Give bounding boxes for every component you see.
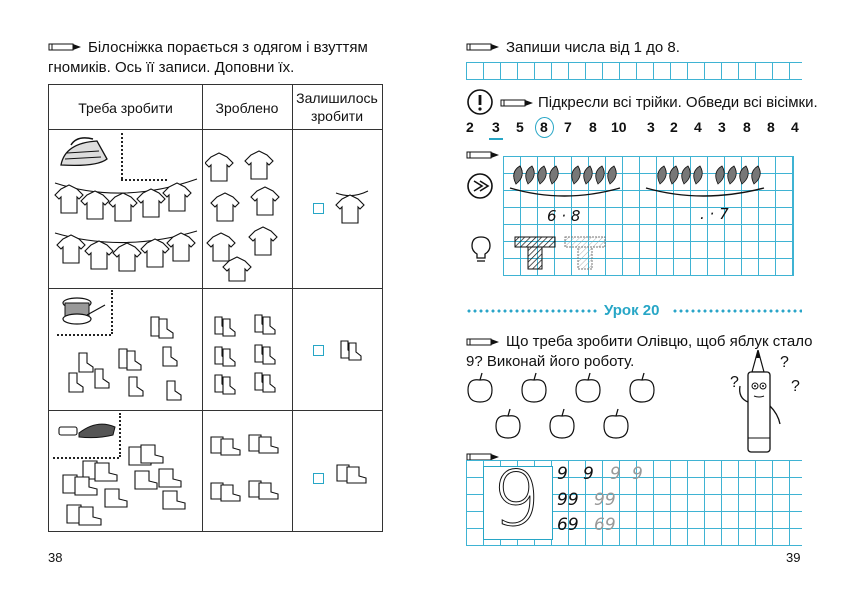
apples-illustration [464,372,664,444]
boots-pile-illustration [55,439,199,529]
exclamation-icon [466,88,494,116]
practice-digit: 9 [557,464,568,484]
pencil-icon [500,98,534,108]
grouping-icon [466,172,494,200]
col-header-done: Зроблено [215,100,279,116]
practice-number: 69 [557,515,579,535]
pencil-icon [48,42,82,52]
digit[interactable]: 7 [564,119,572,135]
digit-circled[interactable]: 8 [540,119,548,135]
question-mark: ? [780,354,789,371]
task-text-line2: гномиків. Ось її записи. Доповни їх. [48,59,295,76]
boot-icon [333,461,371,491]
task-text-line1: Білосніжка порається з одягом і взуттям [88,39,368,56]
page-number-right: 39 [786,550,801,565]
task3-line2: 9? Виконай його роботу. [466,353,635,370]
practice-number-trace: 69 [594,515,616,535]
task1-text: Запиши числа від 1 до 8. [506,39,680,56]
clean-boots-illustration [207,431,287,511]
laundry-shirts-illustration [53,175,199,285]
task3-line1: Що треба зробити Олівцю, щоб яблук стало [506,333,813,350]
col-header-remaining-2: зробити [310,108,364,124]
answer-box-shirts[interactable] [313,203,324,214]
question-mark: ? [791,378,800,395]
lesson-title: Урок 20 [604,302,660,319]
writing-grid-1 [466,62,802,80]
chores-table [48,84,383,532]
page-number-left: 38 [48,550,63,565]
leaves-group-illustration [508,164,778,208]
t-shape-outline [564,236,606,270]
answer-box-boots[interactable] [313,473,324,484]
practice-number-trace: 99 [594,490,616,510]
pencil-icon [466,42,500,52]
socks-pile-illustration [59,311,199,407]
expression-1: 6 · 8 [547,207,581,225]
question-mark: ? [730,374,739,391]
digit[interactable]: 10 [611,119,627,135]
underline-mark [489,138,503,140]
sock-icon [337,339,367,363]
lesson-divider-left [466,308,598,314]
digit[interactable]: 8 [589,119,597,135]
digit-underlined[interactable]: 3 [492,119,500,135]
lesson-divider-right [672,308,802,314]
answer-box-socks[interactable] [313,345,324,356]
digit[interactable]: 3 [718,119,726,135]
digit[interactable]: 5 [516,119,524,135]
practice-digit-trace: 9 [610,464,621,484]
circle-mark [535,117,554,138]
task2-text: Підкресли всі трійки. Обведи всі вісімки. [538,94,818,111]
lightbulb-icon [470,235,492,265]
digit[interactable]: 4 [791,119,799,135]
big-digit: 9 [492,454,541,543]
pencil-icon [466,337,500,347]
digit[interactable]: 3 [647,119,655,135]
digit[interactable]: 2 [466,119,474,135]
pencil-icon [466,150,500,160]
digit[interactable]: 2 [670,119,678,135]
practice-number: 99 [557,490,579,510]
digit[interactable]: 8 [767,119,775,135]
digit[interactable]: 8 [743,119,751,135]
practice-digit: 9 [583,464,594,484]
col-header-remaining-1: Залишилось [296,90,378,106]
t-shape-filled [514,236,556,270]
iron-icon [57,135,113,175]
digit[interactable]: 4 [694,119,702,135]
paired-socks-illustration [209,313,289,399]
shirt-icon [332,185,372,225]
expression-2: . · 7 [700,205,729,223]
ironed-shirts-illustration [205,145,291,285]
practice-digit-trace: 9 [632,464,643,484]
col-header-todo: Треба зробити [78,100,173,116]
